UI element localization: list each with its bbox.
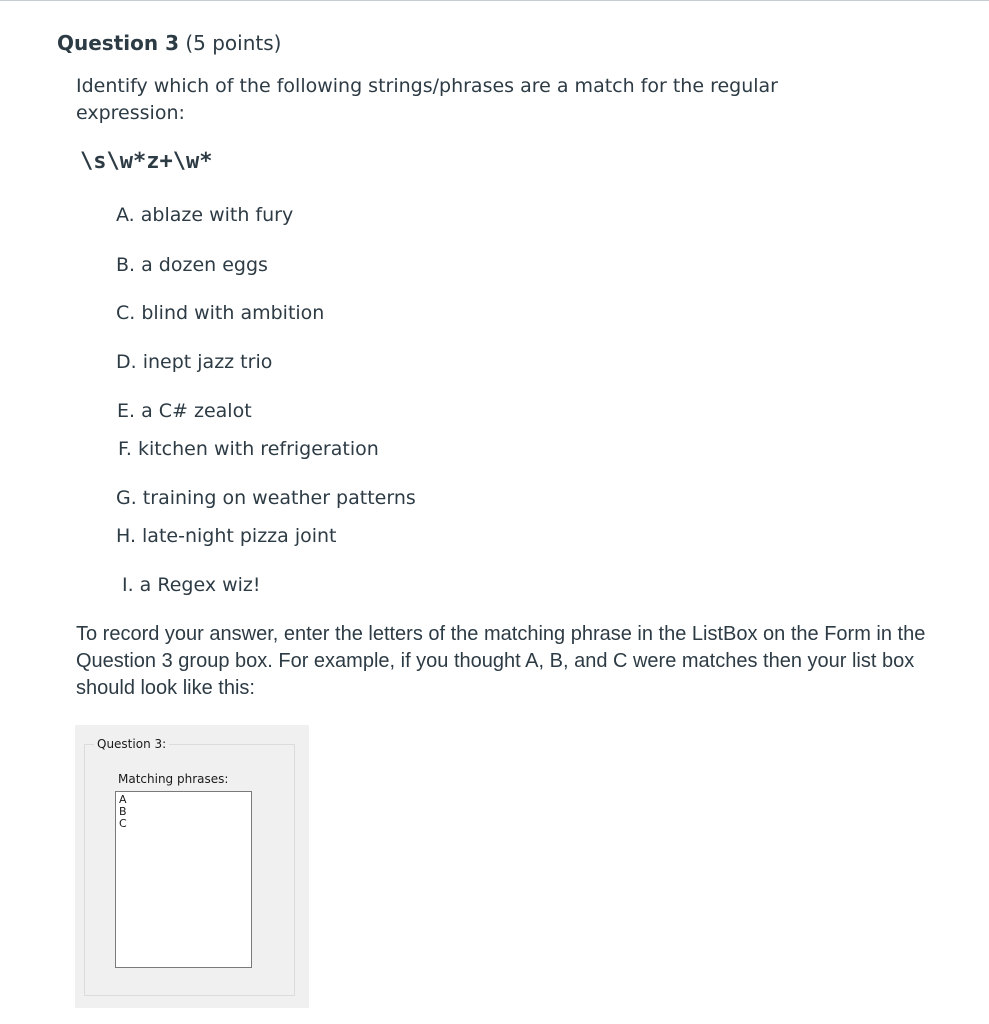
option-i: I. a Regex wiz! xyxy=(122,574,261,596)
listbox-item: A xyxy=(119,793,127,806)
question-points: (5 points) xyxy=(185,31,282,55)
top-divider xyxy=(0,0,989,1)
listbox-item: B xyxy=(119,805,127,818)
option-c: C. blind with ambition xyxy=(116,302,325,324)
listbox-item: C xyxy=(119,817,127,830)
option-e: E. a C# zealot xyxy=(117,400,252,422)
question-header xyxy=(57,29,281,57)
example-form-screenshot xyxy=(75,725,309,1008)
question-prompt: Identify which of the following strings/phrases are a match for the regular expression: xyxy=(76,75,778,124)
option-g: G. training on weather patterns xyxy=(116,487,416,509)
group-box-label: Question 3: xyxy=(94,737,169,752)
option-f: F. kitchen with refrigeration xyxy=(118,438,379,460)
question-title: Question 3 xyxy=(57,31,179,55)
option-d: D. inept jazz trio xyxy=(116,351,273,373)
regex-expression: \s\w*z+\w* xyxy=(80,149,213,174)
matching-phrases-listbox xyxy=(115,791,252,968)
matching-phrases-label: Matching phrases: xyxy=(118,772,229,786)
option-h: H. late-night pizza joint xyxy=(116,525,337,547)
option-b: B. a dozen eggs xyxy=(116,254,268,276)
answer-instructions: To record your answer, enter the letters of the matching phrase in the ListBox on the Form in the Question 3 group box. For example, if you thought A, B, and C were matches then your list box should look like this: xyxy=(76,623,926,699)
option-a: A. ablaze with fury xyxy=(116,204,294,226)
